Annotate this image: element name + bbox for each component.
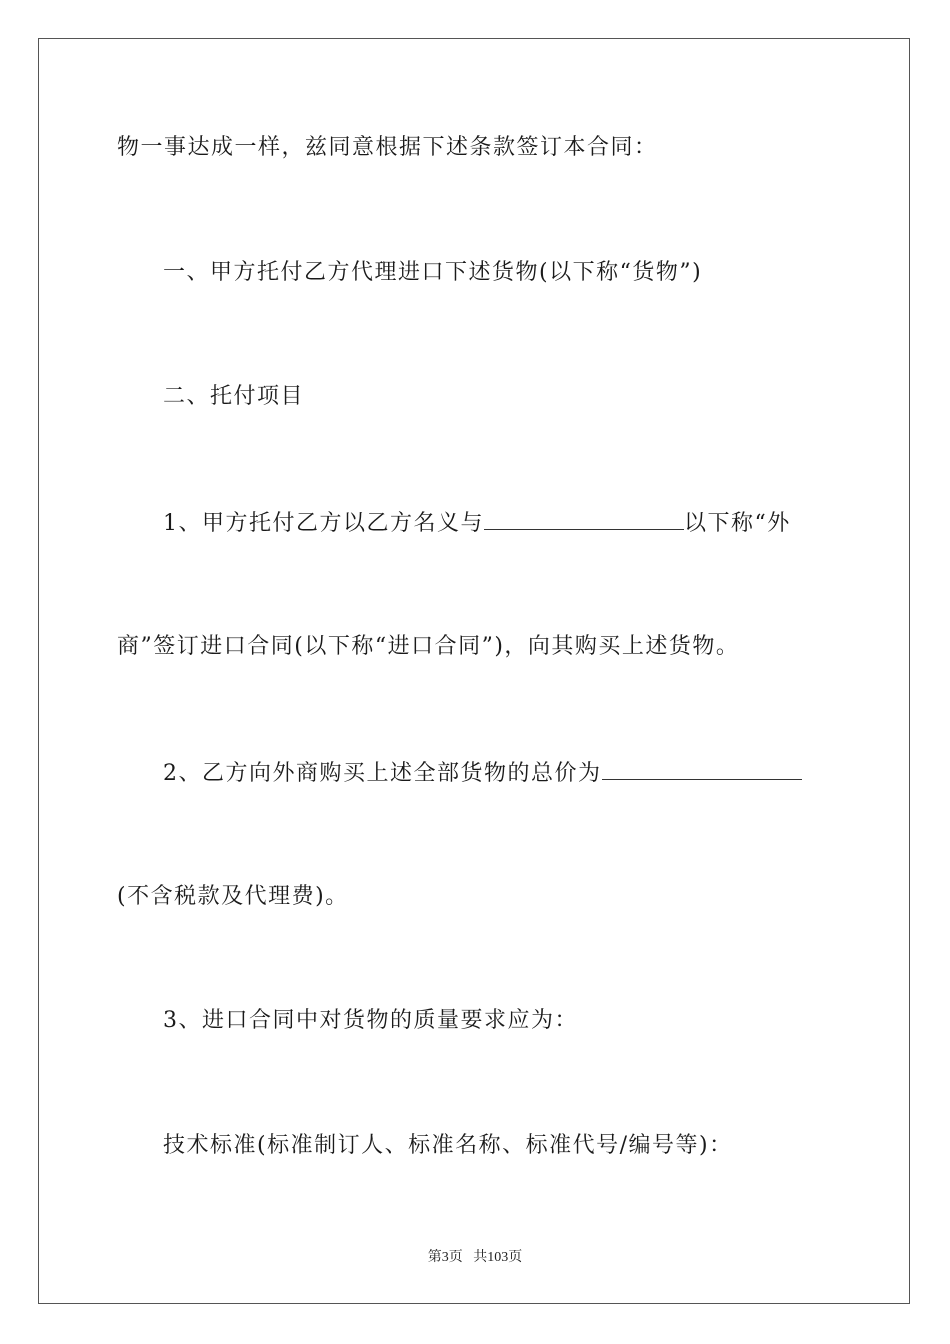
footer-page-prefix: 第 (427, 1250, 442, 1265)
paragraph-intro: 物一事达成一样，兹同意根据下述条款签订本合同： (117, 135, 658, 160)
section-2-heading: 二、托付项目 (163, 384, 305, 409)
clause-1: 一、甲方托付乙方代理进口下述货物(以下称“货物”) (163, 260, 703, 285)
item-2-text: 2、乙方向外商购买上述全部货物的总价为 (163, 761, 602, 786)
item-1-text-cont: 以下称“外 (684, 511, 791, 536)
item-1-line (163, 507, 791, 539)
footer-page-suffix: 页 (448, 1250, 463, 1265)
item-2-continuation: (不含税款及代理费)。 (117, 884, 349, 909)
item-1-continuation: 商”签订进口合同(以下称“进口合同”)，向其购买上述货物。 (117, 634, 740, 659)
footer-total-suffix: 页 (508, 1250, 523, 1265)
foreign-party-blank[interactable] (484, 507, 684, 530)
total-price-blank[interactable] (602, 757, 802, 780)
footer-total-pages: 103 (487, 1250, 509, 1265)
page-frame (38, 38, 910, 1304)
item-2-line (163, 757, 802, 789)
item-1-text: 1、甲方托付乙方以乙方名义与 (163, 511, 484, 536)
technical-standard-line: 技术标准(标准制订人、标准名称、标准代号/编号等)： (163, 1133, 733, 1158)
footer-page-number: 3 (441, 1250, 449, 1265)
page-footer (0, 1246, 950, 1266)
footer-total-prefix: 共 (473, 1250, 488, 1265)
item-3-line: 3、进口合同中对货物的质量要求应为： (163, 1008, 578, 1033)
